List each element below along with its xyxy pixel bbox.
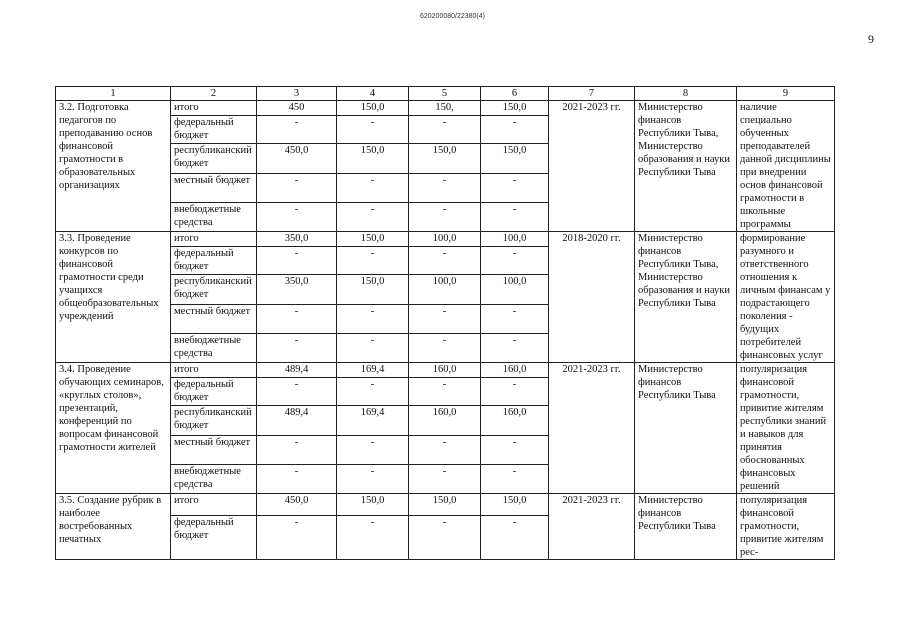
funding-source-cell: республиканский бюджет: [171, 275, 257, 305]
amount-year1-cell: -: [337, 203, 409, 232]
funding-source-cell: внебюджетные средства: [171, 334, 257, 363]
amount-year3-cell: 100,0: [481, 232, 549, 247]
amount-year3-cell: -: [481, 246, 549, 275]
amount-year1-cell: -: [337, 334, 409, 363]
amount-year3-cell: 160,0: [481, 363, 549, 378]
column-header: 5: [409, 87, 481, 101]
column-header: 4: [337, 87, 409, 101]
amount-year3-cell: -: [481, 334, 549, 363]
amount-total-cell: -: [257, 377, 337, 406]
amount-year2-cell: 150,0: [409, 494, 481, 516]
amount-year1-cell: -: [337, 304, 409, 334]
funding-source-cell: республиканский бюджет: [171, 406, 257, 436]
years-cell: 2021-2023 гг.: [549, 494, 635, 560]
amount-year1-cell: 150,0: [337, 101, 409, 116]
document-id: 620200080/22380(4): [419, 13, 485, 20]
amount-year2-cell: -: [409, 173, 481, 203]
amount-year3-cell: -: [481, 377, 549, 406]
funding-source-cell: федеральный бюджет: [171, 246, 257, 275]
amount-year1-cell: 150,0: [337, 232, 409, 247]
funding-source-cell: внебюджетные средства: [171, 203, 257, 232]
amount-total-cell: -: [257, 246, 337, 275]
amount-year1-cell: -: [337, 377, 409, 406]
amount-total-cell: -: [257, 173, 337, 203]
amount-year2-cell: -: [409, 304, 481, 334]
page-number: 9: [868, 32, 874, 46]
result-cell: популяризация финансовой грамотности, привитие жителям рес-: [737, 494, 835, 560]
table-row: [56, 232, 835, 247]
activity-cell: 3.5. Создание рубрик в наиболее востребованных печатных: [56, 494, 171, 560]
amount-year1-cell: -: [337, 516, 409, 560]
amount-year2-cell: -: [409, 334, 481, 363]
amount-year3-cell: -: [481, 115, 549, 144]
executor-cell: Министерство финансов Республики Тыва: [635, 363, 737, 494]
amount-year1-cell: 150,0: [337, 494, 409, 516]
funding-source-cell: итого: [171, 363, 257, 378]
amount-year1-cell: 150,0: [337, 275, 409, 305]
amount-total-cell: -: [257, 304, 337, 334]
amount-year1-cell: -: [337, 173, 409, 203]
funding-source-cell: федеральный бюджет: [171, 516, 257, 560]
amount-year3-cell: 150,0: [481, 494, 549, 516]
executor-cell: Министерство финансов Республики Тыва, Министерство образования и науки Республики Тыва: [635, 101, 737, 232]
amount-year3-cell: 150,0: [481, 144, 549, 174]
years-cell: 2021-2023 гг.: [549, 101, 635, 232]
amount-year3-cell: 160,0: [481, 406, 549, 436]
amount-year2-cell: -: [409, 465, 481, 494]
column-header: 7: [549, 87, 635, 101]
amount-total-cell: -: [257, 203, 337, 232]
header-row: [56, 87, 835, 101]
result-cell: наличие специально обученных преподавателей данной дисциплины при внедрении основ финансовой грамотности в школьные программы: [737, 101, 835, 232]
amount-year2-cell: 160,0: [409, 406, 481, 436]
funding-source-cell: республиканский бюджет: [171, 144, 257, 174]
amount-total-cell: -: [257, 334, 337, 363]
amount-year1-cell: -: [337, 435, 409, 465]
amount-total-cell: 350,0: [257, 275, 337, 305]
amount-year1-cell: 150,0: [337, 144, 409, 174]
amount-year1-cell: 169,4: [337, 406, 409, 436]
funding-source-cell: федеральный бюджет: [171, 377, 257, 406]
amount-total-cell: -: [257, 516, 337, 560]
funding-source-cell: внебюджетные средства: [171, 465, 257, 494]
years-cell: 2018-2020 гг.: [549, 232, 635, 363]
column-header: 6: [481, 87, 549, 101]
activity-cell: 3.3. Проведение конкурсов по финансовой грамотности среди учащихся общеобразовательных учреждений: [56, 232, 171, 363]
amount-year3-cell: -: [481, 203, 549, 232]
years-cell: 2021-2023 гг.: [549, 363, 635, 494]
column-header: 2: [171, 87, 257, 101]
funding-source-cell: федеральный бюджет: [171, 115, 257, 144]
amount-year2-cell: -: [409, 435, 481, 465]
funding-source-cell: местный бюджет: [171, 173, 257, 203]
executor-cell: Министерство финансов Республики Тыва, Министерство образования и науки Республики Тыва: [635, 232, 737, 363]
amount-total-cell: -: [257, 115, 337, 144]
amount-year3-cell: 150,0: [481, 101, 549, 116]
amount-year3-cell: 100,0: [481, 275, 549, 305]
amount-year2-cell: 100,0: [409, 275, 481, 305]
table-row: [56, 101, 835, 116]
amount-year3-cell: -: [481, 465, 549, 494]
amount-year3-cell: -: [481, 173, 549, 203]
amount-year1-cell: -: [337, 246, 409, 275]
amount-total-cell: 450,0: [257, 494, 337, 516]
funding-source-cell: итого: [171, 494, 257, 516]
amount-year3-cell: -: [481, 435, 549, 465]
funding-source-cell: итого: [171, 101, 257, 116]
column-header: 8: [635, 87, 737, 101]
funding-source-cell: местный бюджет: [171, 304, 257, 334]
amount-total-cell: 489,4: [257, 363, 337, 378]
amount-total-cell: 450,0: [257, 144, 337, 174]
table-row: [56, 363, 835, 378]
amount-year2-cell: -: [409, 516, 481, 560]
amount-year1-cell: -: [337, 465, 409, 494]
amount-total-cell: 489,4: [257, 406, 337, 436]
amount-total-cell: -: [257, 465, 337, 494]
amount-year3-cell: -: [481, 516, 549, 560]
amount-year3-cell: -: [481, 304, 549, 334]
amount-year2-cell: 160,0: [409, 363, 481, 378]
column-header: 1: [56, 87, 171, 101]
activity-cell: 3.4. Проведение обучающих семинаров, «круглых столов», презентаций, конференций по вопросам финансовой грамотности жителей: [56, 363, 171, 494]
executor-cell: Министерство финансов Республики Тыва: [635, 494, 737, 560]
table-row: [56, 494, 835, 516]
activity-cell: 3.2. Подготовка педагогов по преподаванию основ финансовой грамотности в образовательных организациях: [56, 101, 171, 232]
amount-year1-cell: 169,4: [337, 363, 409, 378]
amount-total-cell: 350,0: [257, 232, 337, 247]
amount-year2-cell: -: [409, 115, 481, 144]
column-header: 3: [257, 87, 337, 101]
amount-year2-cell: -: [409, 246, 481, 275]
result-cell: формирование разумного и ответственного отношения к личным финансам у подрастающего поколения - будущих потребителей финансовых услуг: [737, 232, 835, 363]
amount-year2-cell: 100,0: [409, 232, 481, 247]
amount-year2-cell: 150,: [409, 101, 481, 116]
funding-source-cell: местный бюджет: [171, 435, 257, 465]
amount-year2-cell: 150,0: [409, 144, 481, 174]
amount-year2-cell: -: [409, 377, 481, 406]
amount-year2-cell: -: [409, 203, 481, 232]
result-cell: популяризация финансовой грамотности, привитие жителям республики знаний и навыков для принятия обоснованных финансовых решений: [737, 363, 835, 494]
program-table: [55, 86, 835, 560]
amount-year1-cell: -: [337, 115, 409, 144]
amount-total-cell: 450: [257, 101, 337, 116]
column-header: 9: [737, 87, 835, 101]
funding-source-cell: итого: [171, 232, 257, 247]
amount-total-cell: -: [257, 435, 337, 465]
